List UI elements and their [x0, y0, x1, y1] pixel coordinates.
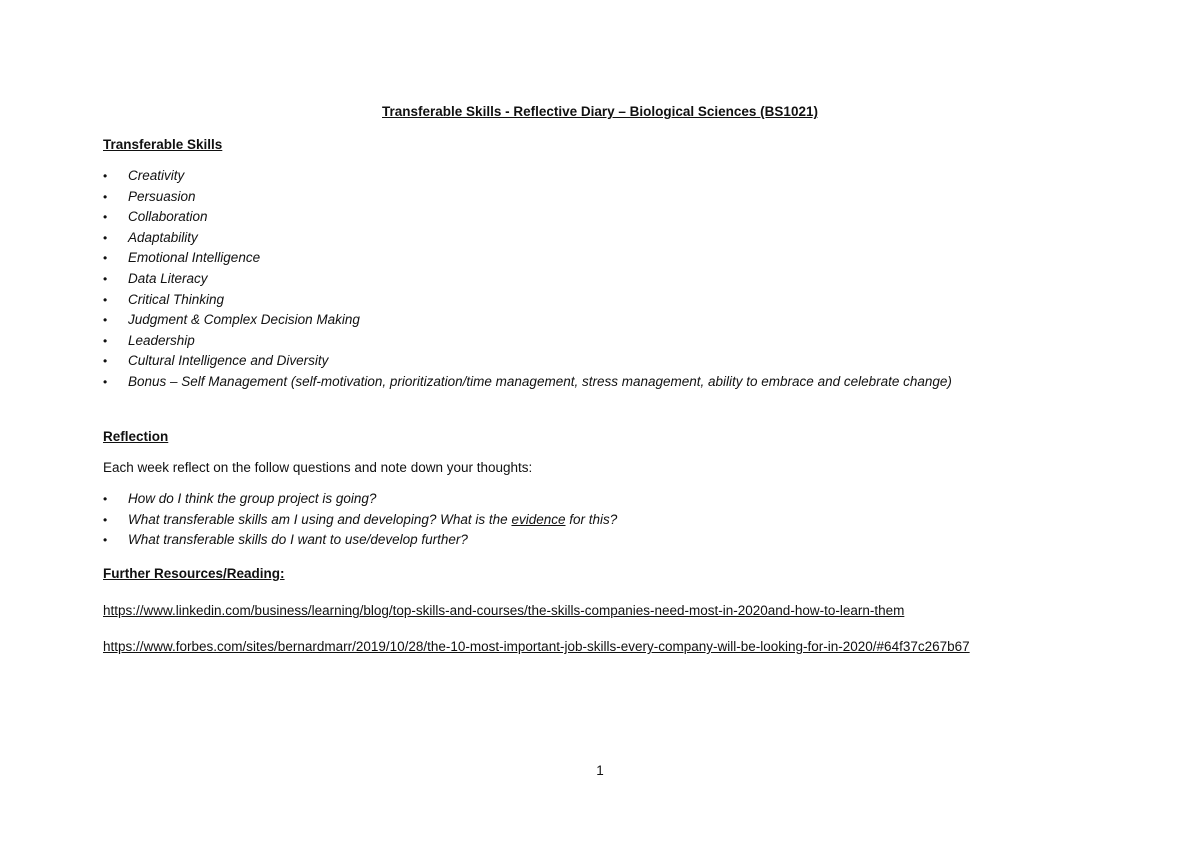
skill-label: Persuasion [128, 188, 196, 204]
forbes-resource-link[interactable]: https://www.forbes.com/sites/bernardmarr/2019/10/28/the-10-most-important-job-skills-every-company-will-be-looking-for-in-2020/#64f37c267b67 [103, 639, 970, 654]
reflection-heading: Reflection [103, 429, 169, 444]
list-item [103, 228, 952, 249]
list-item [103, 269, 952, 290]
list-item [103, 187, 952, 208]
bullet-icon: • [103, 271, 108, 286]
list-item [103, 207, 952, 228]
bullet-icon: • [103, 230, 108, 245]
question-emphasis: evidence [511, 511, 566, 527]
list-item [103, 310, 952, 331]
skill-label: Bonus – Self Management (self-motivation, prioritization/time management, stress management, ability to embrace and celebrate change) [128, 373, 952, 389]
skill-label: Emotional Intelligence [128, 250, 261, 266]
question-text: How do I think the group project is going? [128, 491, 377, 506]
list-item [103, 331, 952, 352]
bullet-icon: • [103, 251, 108, 266]
skill-label: Leadership [128, 332, 195, 348]
skill-label: Creativity [128, 168, 185, 183]
linkedin-resource-link[interactable]: https://www.linkedin.com/business/learning/blog/top-skills-and-courses/the-skills-companies-need-most-in-2020and-how-to-learn-them [103, 603, 905, 618]
list-item [103, 290, 952, 311]
skills-list [103, 166, 952, 393]
page-number: 1 [596, 763, 604, 778]
bullet-icon: • [103, 333, 108, 348]
transferable-skills-heading: Transferable Skills [103, 137, 223, 152]
list-item [103, 166, 952, 187]
reflection-intro: Each week reflect on the follow questions and note down your thoughts: [103, 460, 533, 475]
bullet-icon: • [103, 189, 108, 204]
list-item [103, 248, 952, 269]
list-item [103, 530, 617, 551]
list-item [103, 510, 617, 531]
bullet-icon: • [103, 169, 108, 183]
question-text-end: for this? [565, 511, 618, 527]
reflection-questions-list [103, 489, 617, 551]
bullet-icon: • [103, 533, 108, 548]
bullet-icon: • [103, 210, 108, 225]
list-item [103, 351, 952, 372]
list-item [103, 489, 617, 510]
skill-label: Data Literacy [128, 270, 208, 286]
skill-label: Cultural Intelligence and Diversity [128, 353, 329, 369]
question-text-start: What transferable skills am I using and developing? What is the [128, 511, 512, 527]
list-item [103, 372, 952, 393]
further-resources-heading: Further Resources/Reading: [103, 566, 285, 581]
skill-label: Adaptability [128, 229, 198, 245]
bullet-icon: • [103, 374, 108, 389]
skill-label: Collaboration [128, 209, 208, 225]
bullet-icon: • [103, 313, 108, 328]
bullet-icon: • [103, 292, 108, 307]
document-title: Transferable Skills - Reflective Diary – Biological Sciences (BS1021) [382, 104, 818, 119]
bullet-icon: • [103, 492, 108, 506]
skill-label: Judgment & Complex Decision Making [128, 312, 360, 328]
question-text: What transferable skills do I want to use/develop further? [128, 532, 468, 548]
skill-label: Critical Thinking [128, 291, 225, 307]
bullet-icon: • [103, 354, 108, 369]
bullet-icon: • [103, 512, 108, 527]
